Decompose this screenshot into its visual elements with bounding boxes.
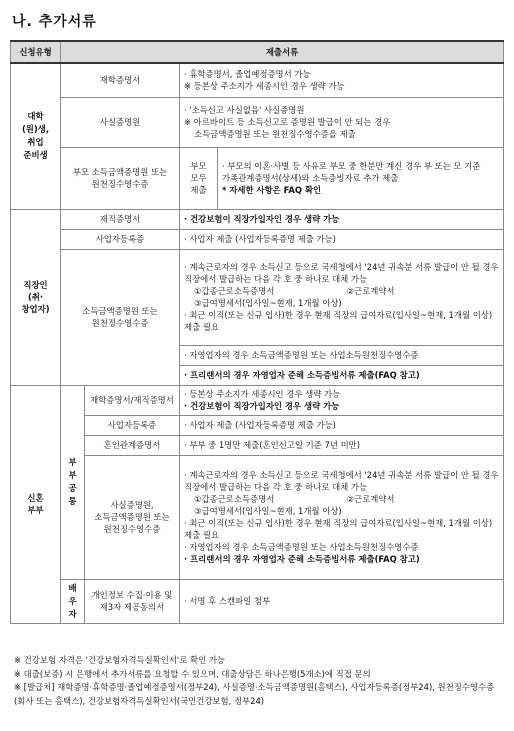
doc-desc [218,147,504,209]
table-header [11,41,504,63]
desc-line: · 계속근로자의 경우 소득신고 등으로 국세청에서 '24년 귀속분 서류 발급이 안 될 경우 직장에서 발급하는 다음 각 호 중 하나로 대체 가능 [184,262,499,284]
doc-desc: · 프리랜서의 경우 자영업자 준해 소득증빙서류 제출(FAQ 참고) [180,365,504,385]
category-label: 직장인 (취·창업자) [21,280,50,314]
header-documents: 제출서류 [61,41,504,63]
desc-line: · 등본상 주소지가 세종시인 경우 생략 가능 [184,389,341,399]
doc-name: 재학증명서/재직증명서 [85,385,180,415]
table-row [11,147,504,209]
category-label: 신혼 부부 [27,493,44,515]
doc-name [61,249,180,385]
doc-name: 사실증명원 [61,97,180,147]
documents-table [10,40,504,624]
footnote: ※ 대출(보증) 시 은행에서 추가서류를 요청할 수 있으며, 대출상담은 하나은행(5개소)에 직접 문의 [14,668,371,679]
doc-desc: · 사업자 제출 (사업자등록증명 제출 가능) [180,415,504,435]
category-newlywed [11,385,61,623]
option-1: ①갑종근로소득증명서 [194,494,275,504]
desc-line: ※ 아르바이트 등 소득신고로 증명원 발급이 안 되는 경우 [184,117,391,127]
doc-name: 재학증명서 [61,63,180,97]
condition-text: 부모 모두 제출 [190,161,207,195]
table-row [11,435,504,455]
doc-desc: · 건강보험이 직장가입자인 경우 생략 가능 [180,209,504,229]
table-row [11,229,504,249]
desc-line: · 휴학증명서, 졸업예정증명서 가능 [184,69,311,80]
doc-name: 혼인관계증명서 [85,435,180,455]
footnote: ※ [발급처] 재학증명·휴학증명·졸업예정증명서(정부24), 사실증명·소득금액증명원(홈택스), 사업자등록증(정부24), 원천징수영수증(회사 또는 홈택스), 건강보험자격득실확인서(국민건강보험, 정부24) [14,682,495,706]
option-2: ②근로계약서 [346,494,395,504]
table-row [11,455,504,579]
subcategory-spouse [61,579,85,623]
desc-line: * 자세한 사항은 FAQ 확인 [222,185,322,195]
doc-name [85,579,180,623]
option-1: ①갑종근로소득증명서 [194,286,275,296]
table-row [11,97,504,147]
doc-desc: · 서명 후 스캔파일 첨부 [180,579,504,623]
option-3: ③급여명세서(입사일~현재, 1개월 이상) [194,298,342,308]
doc-name [85,455,180,579]
doc-desc: · 부부 중 1명만 제출(혼인신고일 기준 7년 미만) [180,435,504,455]
desc-line: · 건강보험이 직장가입자인 경우 생략 가능 [184,401,340,411]
subcategory-label: 부 부 공 통 [68,457,77,506]
doc-desc [180,97,504,147]
header-application-type: 신청유형 [11,41,61,63]
option-2: ②근로계약서 [346,286,395,296]
desc-line: · 계속근로자의 경우 소득신고 등으로 국세청에서 '24년 귀속분 서류 발급이 안 될 경우 직장에서 발급하는 다음 각 호 중 하나로 대체 가능 [184,470,499,492]
table-row [11,385,504,415]
doc-name: 사업자등록증 [85,415,180,435]
category-worker [11,209,61,385]
doc-name-text: 개인정보 수집·이용 및 제3자 제공동의서 [91,590,173,612]
section-title: 나. 추가서류 [12,14,97,30]
doc-name: 재직증명서 [61,209,180,229]
subcategory-label: 배 우 자 [68,582,77,619]
subcategory-common [61,385,85,579]
desc-line: 소득금액증명원 또는 원천징수영수증을 제출 [194,129,356,139]
desc-line: · '소득신고 사실없음' 사실증명원 [184,105,305,115]
option-row [184,285,499,297]
footnote: ※ 건강보험 자격은 '건강보험자격득실확인서'로 확인 가능 [14,655,226,665]
doc-name-text: 부모 소득금액증명원 또는 원천징수영수증 [72,167,168,189]
doc-name-text: 소득금액증명원 또는 원천징수영수증 [82,306,158,328]
doc-name [61,147,180,209]
category-label: 대학 (원)생, 취업 준비생 [21,111,50,161]
desc-line: · 프리랜서의 경우 자영업자 준해 소득증빙서류 제출(FAQ 참고) [184,554,420,564]
doc-desc [180,63,504,97]
doc-name: 사업자등록증 [61,229,180,249]
table-row [11,209,504,229]
desc-line: · 최근 이직(또는 신규 입사)한 경우 현재 직장의 급여자료(입사일~현재, 1개월 이상) 제출 필요 [184,518,493,540]
table-row [11,249,504,345]
doc-condition [180,147,218,209]
doc-desc [180,455,504,579]
table-row [11,63,504,97]
doc-desc: · 자영업자의 경우 소득금액증명원 또는 사업소득원천징수영수증 [180,345,504,365]
desc-line: ※ 등본상 주소지가 세종시인 경우 생략 가능 [184,81,345,92]
option-row [184,493,499,505]
desc-line: · 자영업자의 경우 소득금액증명원 또는 사업소득원천징수영수증 [184,542,419,552]
doc-desc: · 사업자 제출 (사업자등록증명 제출 가능) [180,229,504,249]
option-3: ③급여명세서(입사일~현재, 1개월 이상) [194,506,342,516]
table-row [11,415,504,435]
doc-desc [180,385,504,415]
desc-line: · 부모의 이혼·사별 등 사유로 부모 중 한분만 계신 경우 부 또는 모 기준 가족관계증명서(상세)와 소득증빙자료 추가 제출 [222,161,481,183]
doc-desc [180,249,504,345]
category-student [11,63,61,209]
desc-line: · 최근 이직(또는 신규 입사)한 경우 현재 직장의 급여자료(입사일~현재, 1개월 이상) 제출 필요 [184,310,493,332]
footnotes [14,654,504,708]
doc-name-text: 사실증명원, 소득금액증명원 또는 원천징수영수증 [94,500,170,534]
table-row [11,579,504,623]
